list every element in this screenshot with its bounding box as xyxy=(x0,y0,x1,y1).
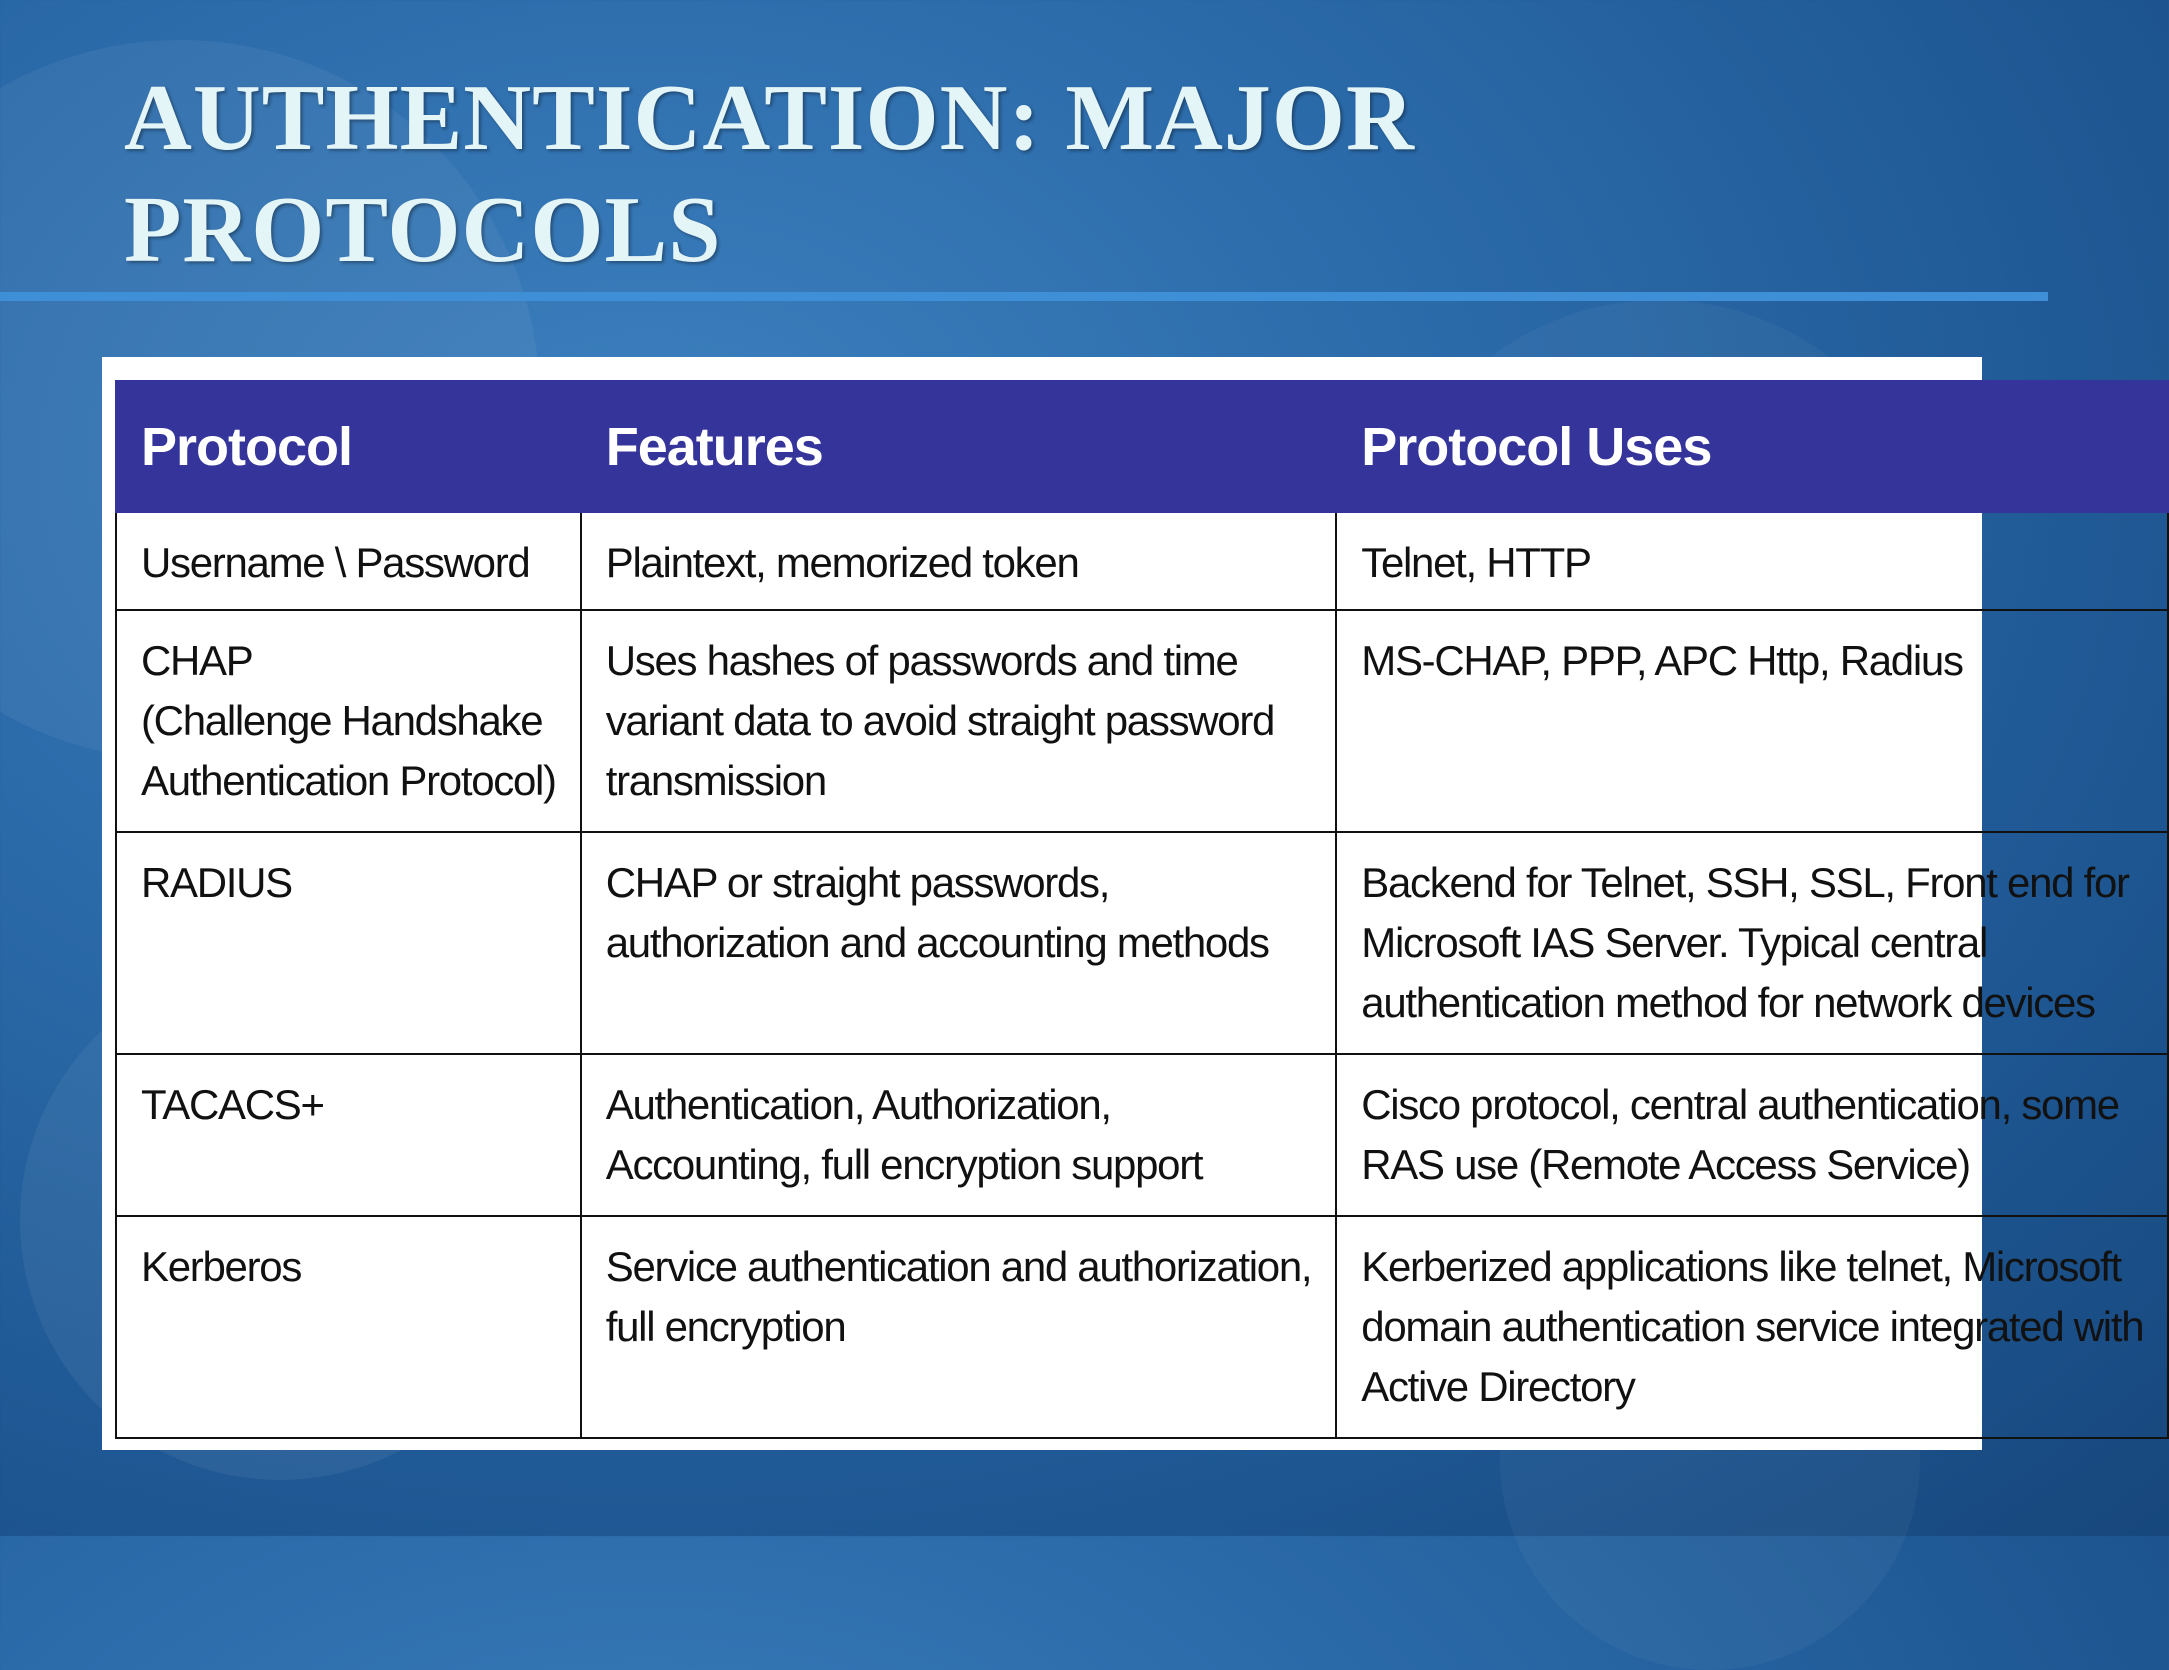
cell-uses xyxy=(1336,512,2168,610)
cell-line: TACACS+ xyxy=(141,1081,324,1128)
header-protocol-uses: Protocol Uses xyxy=(1336,381,2168,512)
cell-features xyxy=(581,512,1337,610)
header-protocol: Protocol xyxy=(116,381,581,512)
cell-line: Authentication Protocol) xyxy=(141,757,556,804)
cell-line: Authentication, Authorization, xyxy=(605,1081,1111,1128)
cell-protocol xyxy=(116,1216,581,1438)
cell-uses xyxy=(1336,1216,2168,1438)
cell-line: Service authentication and authorization, xyxy=(605,1243,1312,1290)
cell-line: CHAP xyxy=(141,637,253,684)
cell-features xyxy=(581,1216,1337,1438)
protocol-table xyxy=(115,380,2169,1439)
cell-protocol xyxy=(116,832,581,1054)
cell-line: authentication method for network devices xyxy=(1361,979,2095,1026)
cell-line: Kerberized applications like telnet, Microsoft xyxy=(1361,1243,2121,1290)
slide-title xyxy=(124,62,1824,286)
title-divider xyxy=(0,292,2048,301)
cell-line: transmission xyxy=(605,757,826,804)
protocol-table-card xyxy=(102,357,2144,1450)
cell-line: Active Directory xyxy=(1361,1363,1635,1410)
cell-uses xyxy=(1336,832,2168,1054)
table-row xyxy=(116,610,2168,832)
cell-line: Username \ Password xyxy=(141,539,530,586)
cell-line: Plaintext, memorized token xyxy=(605,539,1079,586)
cell-protocol xyxy=(116,1054,581,1216)
cell-line: MS-CHAP, PPP, APC Http, Radius xyxy=(1361,637,1963,684)
slide-title-line-2: PROTOCOLS xyxy=(124,178,722,282)
cell-line: domain authentication service integrated with xyxy=(1361,1303,2144,1350)
slide-title-line-1: AUTHENTICATION: MAJOR xyxy=(124,66,1415,170)
cell-line: variant data to avoid straight password xyxy=(605,697,1275,744)
cell-uses xyxy=(1336,1054,2168,1216)
cell-features xyxy=(581,610,1337,832)
cell-line: Accounting, full encryption support xyxy=(605,1141,1203,1188)
cell-line: Cisco protocol, central authentication, some xyxy=(1361,1081,2119,1128)
table-row xyxy=(116,1216,2168,1438)
table-row xyxy=(116,512,2168,610)
cell-features xyxy=(581,1054,1337,1216)
cell-uses xyxy=(1336,610,2168,832)
cell-line: RAS use (Remote Access Service) xyxy=(1361,1141,1970,1188)
cell-line: (Challenge Handshake xyxy=(141,697,543,744)
table-row xyxy=(116,1054,2168,1216)
cell-protocol xyxy=(116,610,581,832)
cell-line: RADIUS xyxy=(141,859,292,906)
cell-protocol xyxy=(116,512,581,610)
cell-line: Telnet, HTTP xyxy=(1361,539,1591,586)
cell-line: CHAP or straight passwords, xyxy=(605,859,1110,906)
cell-line: Microsoft IAS Server. Typical central xyxy=(1361,919,1987,966)
cell-line: Uses hashes of passwords and time xyxy=(605,637,1238,684)
cell-line: authorization and accounting methods xyxy=(605,919,1269,966)
cell-line: full encryption xyxy=(605,1303,846,1350)
cell-features xyxy=(581,832,1337,1054)
header-features: Features xyxy=(581,381,1337,512)
table-row xyxy=(116,832,2168,1054)
cell-line: Backend for Telnet, SSH, SSL, Front end for xyxy=(1361,859,2129,906)
cell-line: Kerberos xyxy=(141,1243,302,1290)
table-header-row xyxy=(116,381,2168,512)
